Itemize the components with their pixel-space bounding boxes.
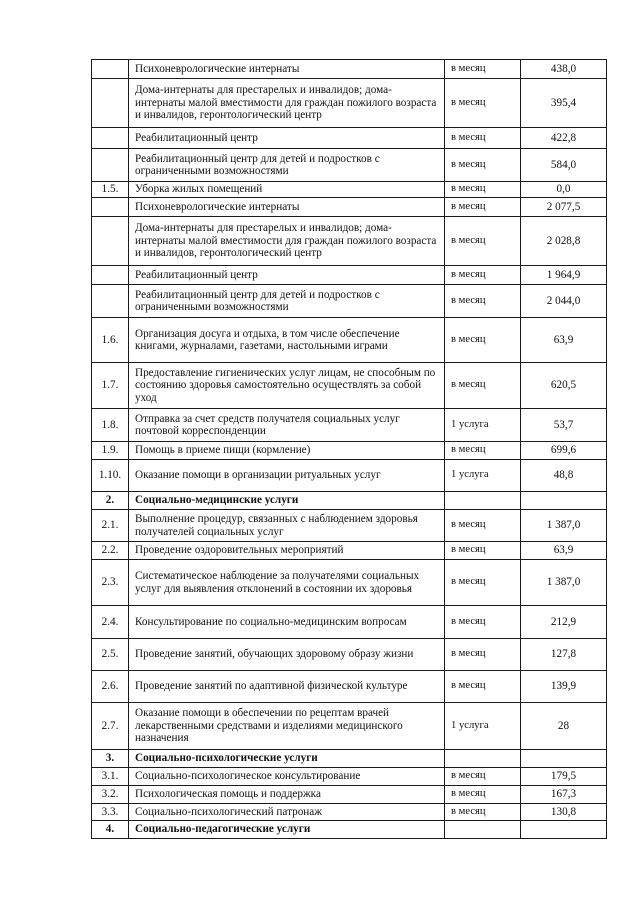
unit-cell: в месяц [445, 217, 521, 266]
service-name: Психоневрологические интернаты [129, 60, 445, 79]
row-number [92, 79, 129, 128]
service-name: Консультирование по социально-медицинским вопросам [129, 606, 445, 639]
service-name: Дома-интернаты для престарелых и инвалидов; дома-интернаты малой вместимости для граждан пожилого возраста и инвалидов, геронтологический центр [129, 79, 445, 128]
table-row [92, 217, 607, 266]
row-number: 2.2. [92, 542, 129, 560]
tariff-table-body [92, 60, 607, 839]
table-row [92, 510, 607, 542]
service-name: Психологическая помощь и поддержка [129, 786, 445, 804]
unit-cell: в месяц [445, 266, 521, 285]
table-row [92, 768, 607, 786]
price-cell: 438,0 [521, 60, 607, 79]
unit-cell: в месяц [445, 198, 521, 217]
price-cell: 28 [521, 703, 607, 750]
table-row [92, 149, 607, 182]
service-name: Уборка жилых помещений [129, 182, 445, 198]
price-cell: 63,9 [521, 318, 607, 363]
row-number: 1.5. [92, 182, 129, 198]
row-number: 1.9. [92, 442, 129, 460]
unit-cell: в месяц [445, 639, 521, 671]
service-name: Социально-психологический патронаж [129, 804, 445, 821]
row-number [92, 285, 129, 318]
service-name: Оказание помощи в организации ритуальных услуг [129, 460, 445, 492]
service-name: Проведение занятий по адаптивной физической культуре [129, 671, 445, 703]
price-cell: 48,8 [521, 460, 607, 492]
table-row [92, 542, 607, 560]
row-number: 2.1. [92, 510, 129, 542]
service-name: Оказание помощи в обеспечении по рецептам врачей лекарственными средствами и изделиями медицинского назначения [129, 703, 445, 750]
row-number [92, 149, 129, 182]
price-cell: 0,0 [521, 182, 607, 198]
row-number: 2.3. [92, 560, 129, 606]
table-row [92, 285, 607, 318]
price-cell: 139,9 [521, 671, 607, 703]
price-cell: 127,8 [521, 639, 607, 671]
price-cell [521, 750, 607, 768]
price-cell: 63,9 [521, 542, 607, 560]
table-row [92, 606, 607, 639]
service-name: Реабилитационный центр для детей и подростков с ограниченными возможностями [129, 149, 445, 182]
service-name: Социально-психологическое консультирование [129, 768, 445, 786]
table-row [92, 460, 607, 492]
price-cell: 2 028,8 [521, 217, 607, 266]
table-row [92, 318, 607, 363]
price-cell [521, 492, 607, 510]
unit-cell: в месяц [445, 442, 521, 460]
row-number: 3.1. [92, 768, 129, 786]
price-cell: 2 077,5 [521, 198, 607, 217]
table-row [92, 128, 607, 149]
unit-cell: в месяц [445, 285, 521, 318]
price-cell: 584,0 [521, 149, 607, 182]
table-row [92, 60, 607, 79]
unit-cell [445, 492, 521, 510]
row-number: 4. [92, 821, 129, 839]
service-name: Реабилитационный центр [129, 128, 445, 149]
row-number: 2.5. [92, 639, 129, 671]
price-cell: 1 387,0 [521, 560, 607, 606]
price-cell: 620,5 [521, 363, 607, 409]
service-name: Проведение оздоровительных мероприятий [129, 542, 445, 560]
price-cell [521, 821, 607, 839]
row-number: 3.2. [92, 786, 129, 804]
service-name: Отправка за счет средств получателя социальных услуг почтовой корреспонденции [129, 409, 445, 442]
unit-cell: в месяц [445, 804, 521, 821]
unit-cell: в месяц [445, 768, 521, 786]
section-row [92, 492, 607, 510]
unit-cell: 1 услуга [445, 703, 521, 750]
unit-cell: в месяц [445, 671, 521, 703]
unit-cell: 1 услуга [445, 409, 521, 442]
unit-cell: в месяц [445, 149, 521, 182]
service-name: Реабилитационный центр для детей и подростков с ограниченными возможностями [129, 285, 445, 318]
service-name: Социально-медицинские услуги [129, 492, 445, 510]
service-name: Систематическое наблюдение за получателями социальных услуг для выявления отклонений в состоянии их здоровья [129, 560, 445, 606]
unit-cell: в месяц [445, 786, 521, 804]
row-number: 2. [92, 492, 129, 510]
price-cell: 167,3 [521, 786, 607, 804]
service-name: Организация досуга и отдыха, в том числе обеспечение книгами, журналами, газетами, настольными играми [129, 318, 445, 363]
service-name: Проведение занятий, обучающих здоровому образу жизни [129, 639, 445, 671]
unit-cell: в месяц [445, 606, 521, 639]
row-number: 1.7. [92, 363, 129, 409]
row-number: 2.4. [92, 606, 129, 639]
row-number: 1.6. [92, 318, 129, 363]
service-name: Предоставление гигиенических услуг лицам, не способным по состоянию здоровья самостоятельно осуществлять за собой уход [129, 363, 445, 409]
row-number: 1.8. [92, 409, 129, 442]
section-row [92, 750, 607, 768]
price-cell: 53,7 [521, 409, 607, 442]
unit-cell [445, 750, 521, 768]
service-name: Социально-педагогические услуги [129, 821, 445, 839]
unit-cell: в месяц [445, 318, 521, 363]
unit-cell: в месяц [445, 560, 521, 606]
table-row [92, 703, 607, 750]
unit-cell [445, 821, 521, 839]
service-name: Помощь в приеме пищи (кормление) [129, 442, 445, 460]
table-row [92, 671, 607, 703]
price-cell: 1 964,9 [521, 266, 607, 285]
unit-cell: в месяц [445, 363, 521, 409]
unit-cell: в месяц [445, 510, 521, 542]
unit-cell: в месяц [445, 60, 521, 79]
price-cell: 1 387,0 [521, 510, 607, 542]
row-number: 2.7. [92, 703, 129, 750]
unit-cell: в месяц [445, 542, 521, 560]
price-cell: 699,6 [521, 442, 607, 460]
service-name: Социально-психологические услуги [129, 750, 445, 768]
unit-cell: в месяц [445, 79, 521, 128]
unit-cell: в месяц [445, 182, 521, 198]
tariff-table [91, 59, 607, 839]
price-cell: 395,4 [521, 79, 607, 128]
table-row [92, 79, 607, 128]
table-row [92, 266, 607, 285]
row-number: 3. [92, 750, 129, 768]
table-row [92, 409, 607, 442]
table-row [92, 363, 607, 409]
row-number [92, 217, 129, 266]
service-name: Дома-интернаты для престарелых и инвалидов; дома-интернаты малой вместимости для граждан пожилого возраста и инвалидов, геронтологический центр [129, 217, 445, 266]
table-row [92, 804, 607, 821]
price-cell: 422,8 [521, 128, 607, 149]
service-name: Психоневрологические интернаты [129, 198, 445, 217]
row-number: 3.3. [92, 804, 129, 821]
price-cell: 2 044,0 [521, 285, 607, 318]
row-number: 1.10. [92, 460, 129, 492]
row-number [92, 266, 129, 285]
table-row [92, 442, 607, 460]
service-name: Выполнение процедур, связанных с наблюдением здоровья получателей социальных услуг [129, 510, 445, 542]
table-row [92, 639, 607, 671]
section-row [92, 821, 607, 839]
price-cell: 212,9 [521, 606, 607, 639]
table-row [92, 182, 607, 198]
unit-cell: 1 услуга [445, 460, 521, 492]
price-cell: 130,8 [521, 804, 607, 821]
row-number [92, 60, 129, 79]
price-cell: 179,5 [521, 768, 607, 786]
row-number [92, 198, 129, 217]
unit-cell: в месяц [445, 128, 521, 149]
table-row [92, 786, 607, 804]
table-row [92, 198, 607, 217]
row-number: 2.6. [92, 671, 129, 703]
row-number [92, 128, 129, 149]
service-name: Реабилитационный центр [129, 266, 445, 285]
table-row [92, 560, 607, 606]
